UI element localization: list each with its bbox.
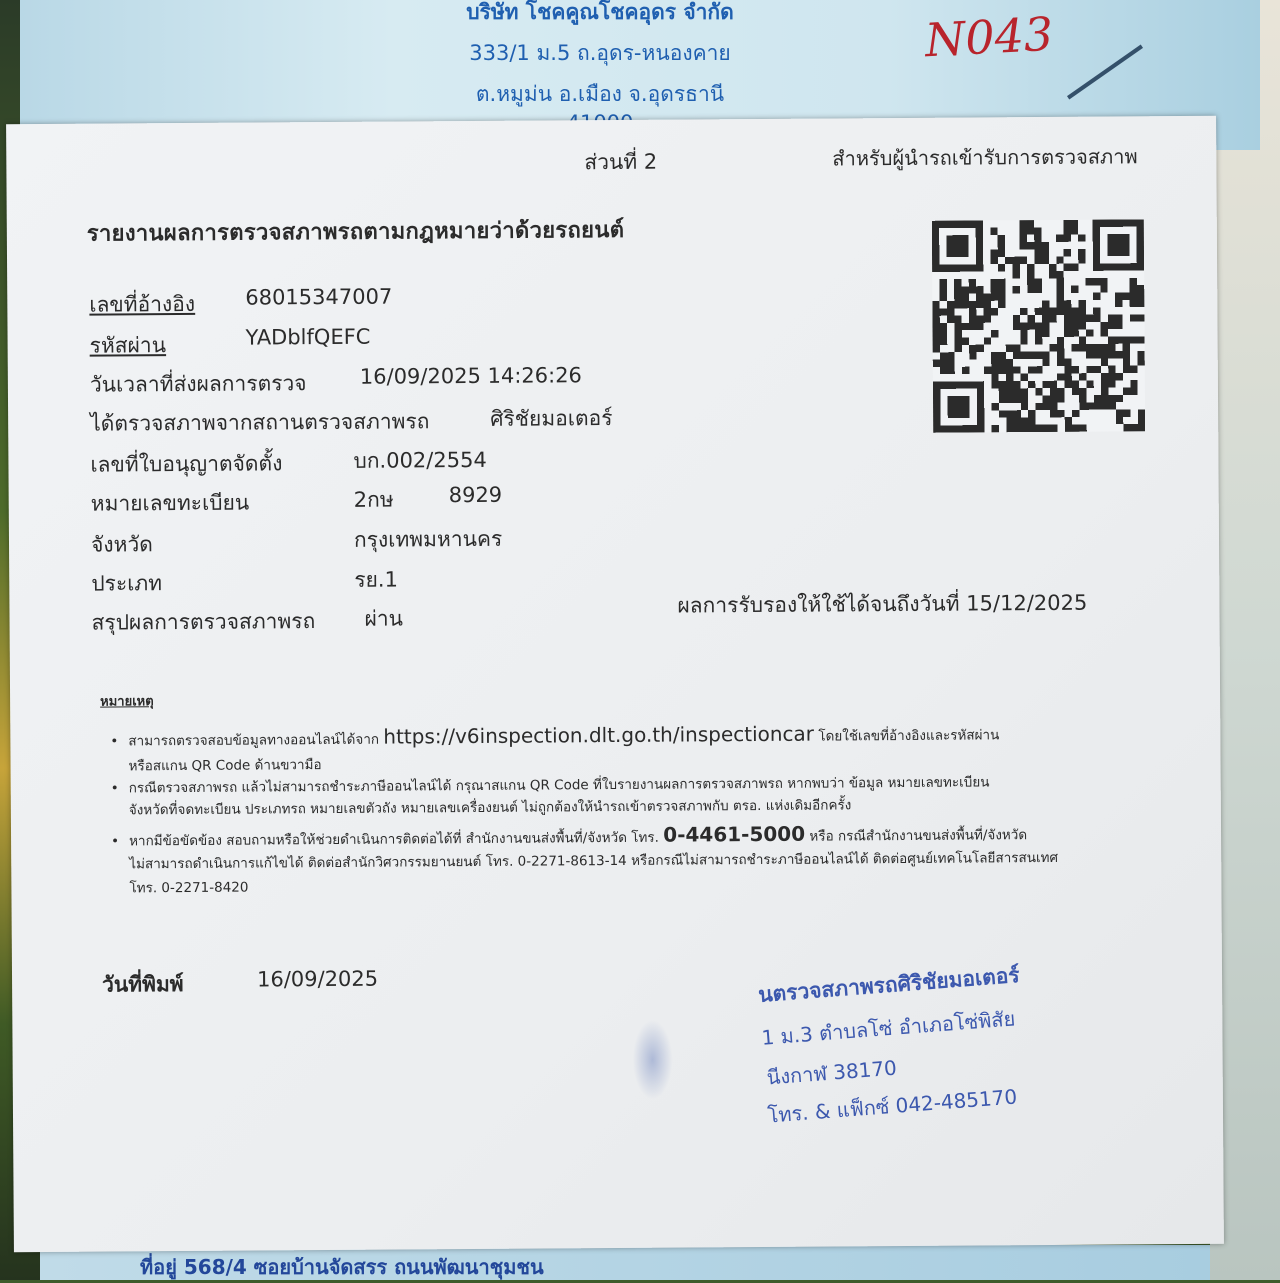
station-stamp xyxy=(757,959,1030,1132)
bullet-icon: • xyxy=(110,733,119,750)
stamp-line-4: โทร. & แฟ็กซ์ 042-485170 xyxy=(766,1084,1018,1128)
inspection-url-link[interactable]: https://v6inspection.dlt.go.th/inspectioncar xyxy=(383,721,815,749)
handwritten-note: N043 xyxy=(923,6,1055,68)
stamp-line-3: นีงกาฬ 38170 xyxy=(765,1055,898,1090)
field-value-submitted-at: 16/09/2025 14:26:26 xyxy=(359,363,582,389)
company-address-1: 333/1 ม.5 ถ.อุดร-หนองคาย xyxy=(469,41,731,65)
field-label-province: จังหวัด xyxy=(90,532,153,557)
field-value-type: รย.1 xyxy=(354,567,398,592)
field-label-password: รหัสผ่าน xyxy=(89,333,167,358)
field-label-station: ได้ตรวจสภาพจากสถานตรวจสภาพรถ xyxy=(90,409,430,436)
remark-3-cont: ไม่สามารถดำเนินการแก้ไขได้ ติดต่อสำนักวิศวกรรมยานยนต์ โทร. 0-2271-8613-14 หรือกรณีไม่สามารถชำระภาษีออนไลน์ได้ ติดต่อศูนย์เทคโนโลยีสารสนเทศ xyxy=(129,849,1059,873)
remark-3-text-b: หรือ กรณีสำนักงานขนส่งพื้นที่/จังหวัด xyxy=(809,827,1028,845)
remark-3-cont-2: โทร. 0-2271-8420 xyxy=(129,879,249,897)
field-value-plate-number: 8929 xyxy=(448,482,503,508)
bullet-icon: • xyxy=(110,780,119,797)
qr-code-graphic xyxy=(932,219,1145,432)
bottom-address: ที่อยู่ 568/4 ซอยบ้านจัดสรร ถนนพัฒนาชุมชน xyxy=(140,1255,544,1279)
field-value-password: YADblfQEFC xyxy=(245,324,371,350)
qr-code[interactable] xyxy=(932,219,1145,432)
stamp-smudge xyxy=(632,1020,673,1100)
remark-1 xyxy=(110,721,999,753)
field-label-submitted-at: วันเวลาที่ส่งผลการตรวจ xyxy=(89,371,307,397)
field-label-reference: เลขที่อ้างอิง xyxy=(89,291,196,317)
remark-3-text-a: หากมีข้อขัดข้อง สอบถามหรือให้ช่วยดำเนินการติดต่อได้ที่ สำนักงานขนส่งพื้นที่/จังหวัด โทร. xyxy=(129,829,660,850)
inspection-report-slip xyxy=(6,116,1224,1252)
field-value-license: บก.002/2554 xyxy=(353,447,487,473)
field-label-license: เลขที่ใบอนุญาตจัดตั้ง xyxy=(90,451,283,477)
field-label-result: สรุปผลการตรวจสภาพรถ xyxy=(91,609,316,635)
remark-2-text-a: กรณีตรวจสภาพรถ แล้วไม่สามารถชำระภาษีออนไลน์ได้ กรุณาสแกน QR Code ที่ใบรายงานผลการตรวจสภาพรถ หากพบว่า ข้อมูล หมายเลขทะเบียน xyxy=(128,774,990,797)
field-value-province: กรุงเทพมหานคร xyxy=(353,526,503,552)
stamp-line-1: นตรวจสภาพรถศิริชัยมอเตอร์ xyxy=(757,962,1021,1007)
remark-1-cont: หรือสแกน QR Code ด้านขวามือ xyxy=(128,757,322,775)
remarks-title: หมายเหตุ xyxy=(100,694,154,710)
remark-1-text-a: สามารถตรวจสอบข้อมูลทางออนไลน์ได้จาก xyxy=(128,731,380,750)
field-label-plate: หมายเลขทะเบียน xyxy=(90,490,250,516)
for-owner-label: สำหรับผู้นำรถเข้ารับการตรวจสภาพ xyxy=(832,144,1138,171)
validity-until: ผลการรับรองให้ใช้ได้จนถึงวันที่ 15/12/2025 xyxy=(677,590,1088,618)
bullet-icon: • xyxy=(111,833,120,850)
document-title: รายงานผลการตรวจสภาพรถตามกฎหมายว่าด้วยรถยนต์ xyxy=(86,217,625,247)
remark-2-cont: จังหวัดที่จดทะเบียน ประเภทรถ หมายเลขตัวถัง หมายเลขเครื่องยนต์ ไม่ถูกต้องให้นำรถเข้าตรวจสภาพกับ ตรอ. แห่งเดิมอีกครั้ง xyxy=(128,797,852,819)
remark-1-text-b: โดยใช้เลขที่อ้างอิงและรหัสผ่าน xyxy=(818,727,1000,745)
field-value-station: ศิริชัยมอเตอร์ xyxy=(490,406,613,431)
pen-stroke xyxy=(1067,45,1143,100)
field-value-plate-prefix: 2กษ xyxy=(353,487,394,512)
company-name: บริษัท โชคคูณโชคอุดร จำกัด xyxy=(466,0,734,24)
print-date-label: วันที่พิมพ์ xyxy=(102,972,184,997)
print-date-value: 16/09/2025 xyxy=(256,966,379,992)
stamp-line-2: 1 ม.3 ตำบลโซ่ อำเภอโซ่พิสัย xyxy=(760,1006,1017,1050)
remark-3-phone: 0-4461-5000 xyxy=(663,821,806,847)
part-number: ส่วนที่ 2 xyxy=(584,149,658,175)
field-value-reference: 68015347007 xyxy=(245,284,393,310)
company-address-2: ต.หมูม่น อ.เมือง จ.อุดรธานี xyxy=(475,82,725,106)
field-label-type: ประเภท xyxy=(91,571,163,596)
company-header xyxy=(440,0,760,135)
field-value-result: ผ่าน xyxy=(364,606,404,631)
